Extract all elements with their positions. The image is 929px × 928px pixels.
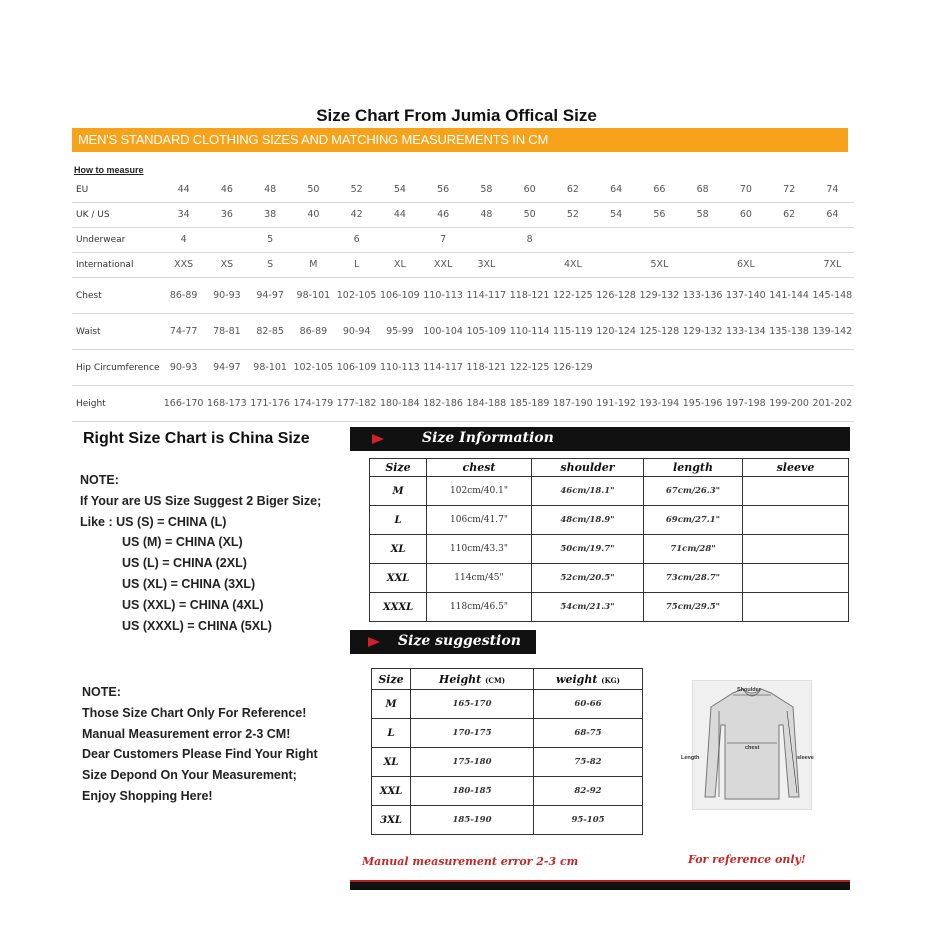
table-cell: 177-182 (335, 386, 378, 422)
table-row (72, 314, 854, 350)
note-line: US (XXXL) = CHINA (5XL) (122, 618, 272, 633)
cell-chest: 114cm/45" (427, 564, 532, 593)
table-cell: 135-138 (768, 314, 811, 350)
table-cell (681, 228, 724, 253)
table-cell: 54 (595, 203, 638, 228)
table-cell: 166-170 (162, 386, 205, 422)
table-cell (811, 228, 854, 253)
table-cell: 38 (249, 203, 292, 228)
cell-chest: 118cm/46.5" (427, 593, 532, 622)
table-row (372, 690, 643, 719)
table-cell: 86-89 (292, 314, 335, 350)
table-cell: 6 (335, 228, 378, 253)
table-row (370, 506, 849, 535)
table-cell (768, 253, 811, 278)
table-cell: 36 (205, 203, 248, 228)
table-cell: S (249, 253, 292, 278)
reference-note (82, 682, 318, 807)
table-cell: 44 (378, 203, 421, 228)
header-size: Size (370, 459, 427, 477)
page-title: Size Chart From Jumia Offical Size (316, 106, 597, 125)
table-cell (724, 228, 767, 253)
table-cell: 82-85 (249, 314, 292, 350)
table-cell: 185-189 (508, 386, 551, 422)
table-cell: 102-105 (292, 350, 335, 386)
table-cell: 110-114 (508, 314, 551, 350)
table-cell: 197-198 (724, 386, 767, 422)
table-cell: 129-132 (638, 278, 681, 314)
table-cell: 110-113 (378, 350, 421, 386)
table-cell: 193-194 (638, 386, 681, 422)
measurement-error-note: Manual measurement error 2-3 cm (362, 855, 579, 868)
table-cell (681, 253, 724, 278)
note-line: If Your are US Size Suggest 2 Biger Size; (80, 493, 322, 508)
note-line: Those Size Chart Only For Reference! (82, 705, 307, 720)
cell-shoulder: 52cm/20.5" (532, 564, 644, 593)
table-cell: 46 (422, 203, 465, 228)
table-row (370, 593, 849, 622)
cell-shoulder: 48cm/18.9" (532, 506, 644, 535)
table-cell: 182-186 (422, 386, 465, 422)
table-cell: 68 (681, 178, 724, 203)
table-cell: 114-117 (422, 350, 465, 386)
table-cell: 110-113 (422, 278, 465, 314)
row-label: Height (72, 386, 162, 422)
size-information-header (350, 427, 850, 451)
table-cell: 105-109 (465, 314, 508, 350)
table-cell (768, 228, 811, 253)
cell-length: 71cm/28" (644, 535, 743, 564)
table-cell: L (335, 253, 378, 278)
cell-shoulder: 54cm/21.3" (532, 593, 644, 622)
note-line: NOTE: (80, 473, 119, 487)
table-cell: 141-144 (768, 278, 811, 314)
header-chest: chest (427, 459, 532, 477)
table-cell: 133-134 (724, 314, 767, 350)
note-line: Enjoy Shopping Here! (82, 788, 213, 803)
cell-size: L (370, 506, 427, 535)
note-line: Dear Customers Please Find Your Right (82, 747, 318, 762)
table-cell (681, 350, 724, 386)
header-length: length (644, 459, 743, 477)
cell-height: 170-175 (411, 719, 534, 748)
table-row (72, 203, 854, 228)
table-cell (205, 228, 248, 253)
size-suggestion-header (350, 630, 536, 654)
table-cell (595, 350, 638, 386)
table-cell: M (292, 253, 335, 278)
cell-shoulder: 50cm/19.7" (532, 535, 644, 564)
table-row (372, 777, 643, 806)
cell-weight: 95-105 (534, 806, 643, 835)
table-cell: 94-97 (249, 278, 292, 314)
table-cell: 50 (508, 203, 551, 228)
row-label: Hip Circumference (72, 350, 162, 386)
cell-weight: 82-92 (534, 777, 643, 806)
table-cell: 6XL (724, 253, 767, 278)
table-cell: 8 (508, 228, 551, 253)
red-arrow-icon (368, 637, 380, 647)
table-cell: 34 (162, 203, 205, 228)
table-cell: 129-132 (681, 314, 724, 350)
table-cell: 40 (292, 203, 335, 228)
table-cell (595, 228, 638, 253)
table-cell: 125-128 (638, 314, 681, 350)
table-cell: 122-125 (551, 278, 594, 314)
table-cell: 58 (681, 203, 724, 228)
table-cell: 115-119 (551, 314, 594, 350)
table-cell: 126-128 (595, 278, 638, 314)
table-row (72, 253, 854, 278)
cell-chest: 102cm/40.1" (427, 477, 532, 506)
cell-height: 180-185 (411, 777, 534, 806)
table-cell: 114-117 (465, 278, 508, 314)
table-row (372, 748, 643, 777)
shirt-measurement-diagram (681, 680, 814, 810)
bottom-divider-bar (350, 880, 850, 890)
table-cell: 98-101 (292, 278, 335, 314)
cell-size: M (370, 477, 427, 506)
table-cell: 48 (249, 178, 292, 203)
table-cell: 106-109 (335, 350, 378, 386)
table-row (372, 806, 643, 835)
table-cell (724, 350, 767, 386)
table-cell: 137-140 (724, 278, 767, 314)
cell-height: 175-180 (411, 748, 534, 777)
cell-shoulder: 46cm/18.1" (532, 477, 644, 506)
table-cell: 106-109 (378, 278, 421, 314)
table-cell: 126-129 (551, 350, 594, 386)
cell-chest: 110cm/43.3" (427, 535, 532, 564)
table-cell: 90-93 (162, 350, 205, 386)
table-cell: 52 (335, 178, 378, 203)
table-cell: 118-121 (508, 278, 551, 314)
table-cell: 74-77 (162, 314, 205, 350)
note-line: Manual Measurement error 2-3 CM! (82, 726, 291, 741)
table-cell: 5XL (638, 253, 681, 278)
note-line: Like : US (S) = CHINA (L) (80, 514, 227, 529)
table-cell: 118-121 (465, 350, 508, 386)
table-cell: 44 (162, 178, 205, 203)
table-row (370, 564, 849, 593)
table-cell: XS (205, 253, 248, 278)
table-cell: 201-202 (811, 386, 854, 422)
table-cell: 184-188 (465, 386, 508, 422)
table-cell: 102-105 (335, 278, 378, 314)
table-cell: 48 (465, 203, 508, 228)
cell-height: 185-190 (411, 806, 534, 835)
table-row (72, 386, 854, 422)
table-cell (292, 228, 335, 253)
cell-size: XXL (370, 564, 427, 593)
table-cell: 187-190 (551, 386, 594, 422)
table-cell: 4XL (551, 253, 594, 278)
size-information-title: Size Information (422, 430, 554, 446)
table-cell: 62 (768, 203, 811, 228)
size-suggestion-table (371, 668, 643, 835)
table-cell: XXL (422, 253, 465, 278)
table-cell (508, 253, 551, 278)
china-size-heading: Right Size Chart is China Size (83, 430, 310, 447)
table-cell (595, 253, 638, 278)
cell-size: 3XL (372, 806, 411, 835)
table-cell: 74 (811, 178, 854, 203)
note-line: US (L) = CHINA (2XL) (122, 556, 247, 571)
table-cell (465, 228, 508, 253)
cell-length: 75cm/29.5" (644, 593, 743, 622)
table-cell: 50 (292, 178, 335, 203)
cell-length: 73cm/28.7" (644, 564, 743, 593)
table-cell: 7XL (811, 253, 854, 278)
table-cell: 122-125 (508, 350, 551, 386)
cell-chest: 106cm/41.7" (427, 506, 532, 535)
cell-sleeve (743, 593, 849, 622)
table-cell: 64 (595, 178, 638, 203)
table-cell: 46 (205, 178, 248, 203)
cell-length: 69cm/27.1" (644, 506, 743, 535)
header-sleeve: sleeve (743, 459, 849, 477)
table-cell: 62 (551, 178, 594, 203)
us-conversion-note (80, 470, 321, 636)
table-cell: 171-176 (249, 386, 292, 422)
cell-weight: 75-82 (534, 748, 643, 777)
cell-size: M (372, 690, 411, 719)
header-size: Size (372, 669, 411, 690)
diagram-length-label: Length (681, 755, 700, 761)
reference-only-note: For reference only! (688, 853, 806, 866)
cell-sleeve (743, 535, 849, 564)
table-cell (551, 228, 594, 253)
table-cell (638, 350, 681, 386)
table-cell: 58 (465, 178, 508, 203)
cell-size: XL (370, 535, 427, 564)
table-cell: 120-124 (595, 314, 638, 350)
cell-size: XXXL (370, 593, 427, 622)
table-row (370, 477, 849, 506)
table-cell: 98-101 (249, 350, 292, 386)
size-conversion-table (72, 178, 854, 422)
note-line: NOTE: (82, 685, 121, 699)
table-row (72, 178, 854, 203)
table-cell: XXS (162, 253, 205, 278)
cell-weight: 68-75 (534, 719, 643, 748)
row-label: Chest (72, 278, 162, 314)
table-cell: 95-99 (378, 314, 421, 350)
table-row (72, 350, 854, 386)
table-cell: 60 (508, 178, 551, 203)
table-cell: 7 (422, 228, 465, 253)
cell-sleeve (743, 564, 849, 593)
table-cell: 94-97 (205, 350, 248, 386)
table-cell: 199-200 (768, 386, 811, 422)
table-cell (378, 228, 421, 253)
table-row (370, 535, 849, 564)
table-cell: 100-104 (422, 314, 465, 350)
header-shoulder: shoulder (532, 459, 644, 477)
cell-sleeve (743, 477, 849, 506)
table-cell: 133-136 (681, 278, 724, 314)
table-cell: 195-196 (681, 386, 724, 422)
row-label: Underwear (72, 228, 162, 253)
note-line: US (M) = CHINA (XL) (122, 535, 243, 550)
note-line: US (XXL) = CHINA (4XL) (122, 597, 264, 612)
table-cell: 180-184 (378, 386, 421, 422)
cell-height: 165-170 (411, 690, 534, 719)
row-label: Waist (72, 314, 162, 350)
table-row (72, 278, 854, 314)
table-cell: XL (378, 253, 421, 278)
table-cell: 52 (551, 203, 594, 228)
table-cell: 66 (638, 178, 681, 203)
table-cell: 78-81 (205, 314, 248, 350)
cell-size: L (372, 719, 411, 748)
table-cell: 70 (724, 178, 767, 203)
table-cell: 5 (249, 228, 292, 253)
diagram-sleeve-label: sleeve (797, 755, 814, 761)
table-cell: 42 (335, 203, 378, 228)
table-cell: 90-93 (205, 278, 248, 314)
cell-size: XXL (372, 777, 411, 806)
table-cell: 139-142 (811, 314, 854, 350)
table-cell (768, 350, 811, 386)
cell-length: 67cm/26.3" (644, 477, 743, 506)
measurement-banner: MEN'S STANDARD CLOTHING SIZES AND MATCHING MEASUREMENTS IN CM (72, 128, 848, 152)
table-cell: 4 (162, 228, 205, 253)
table-cell: 174-179 (292, 386, 335, 422)
diagram-shoulder-label: Shoulder (737, 687, 761, 693)
table-row (372, 719, 643, 748)
size-information-table (369, 458, 849, 622)
row-label: EU (72, 178, 162, 203)
size-suggestion-title: Size suggestion (398, 633, 521, 649)
table-cell: 145-148 (811, 278, 854, 314)
table-cell: 54 (378, 178, 421, 203)
table-cell: 56 (422, 178, 465, 203)
diagram-chest-label: chest (745, 745, 760, 751)
header-height: Height (CM) (411, 669, 534, 690)
table-cell: 56 (638, 203, 681, 228)
table-cell: 90-94 (335, 314, 378, 350)
table-cell: 168-173 (205, 386, 248, 422)
table-cell: 191-192 (595, 386, 638, 422)
table-cell: 3XL (465, 253, 508, 278)
table-row (72, 228, 854, 253)
table-cell: 86-89 (162, 278, 205, 314)
cell-weight: 60-66 (534, 690, 643, 719)
table-cell: 72 (768, 178, 811, 203)
note-line: Size Depond On Your Measurement; (82, 768, 297, 783)
how-to-measure-link[interactable]: How to measure (74, 165, 144, 175)
row-label: UK / US (72, 203, 162, 228)
red-arrow-icon (372, 434, 384, 444)
table-cell: 64 (811, 203, 854, 228)
table-cell (638, 228, 681, 253)
table-cell (811, 350, 854, 386)
table-cell: 60 (724, 203, 767, 228)
row-label: International (72, 253, 162, 278)
header-weight: weight (KG) (534, 669, 643, 690)
cell-size: XL (372, 748, 411, 777)
note-line: US (XL) = CHINA (3XL) (122, 576, 256, 591)
cell-sleeve (743, 506, 849, 535)
